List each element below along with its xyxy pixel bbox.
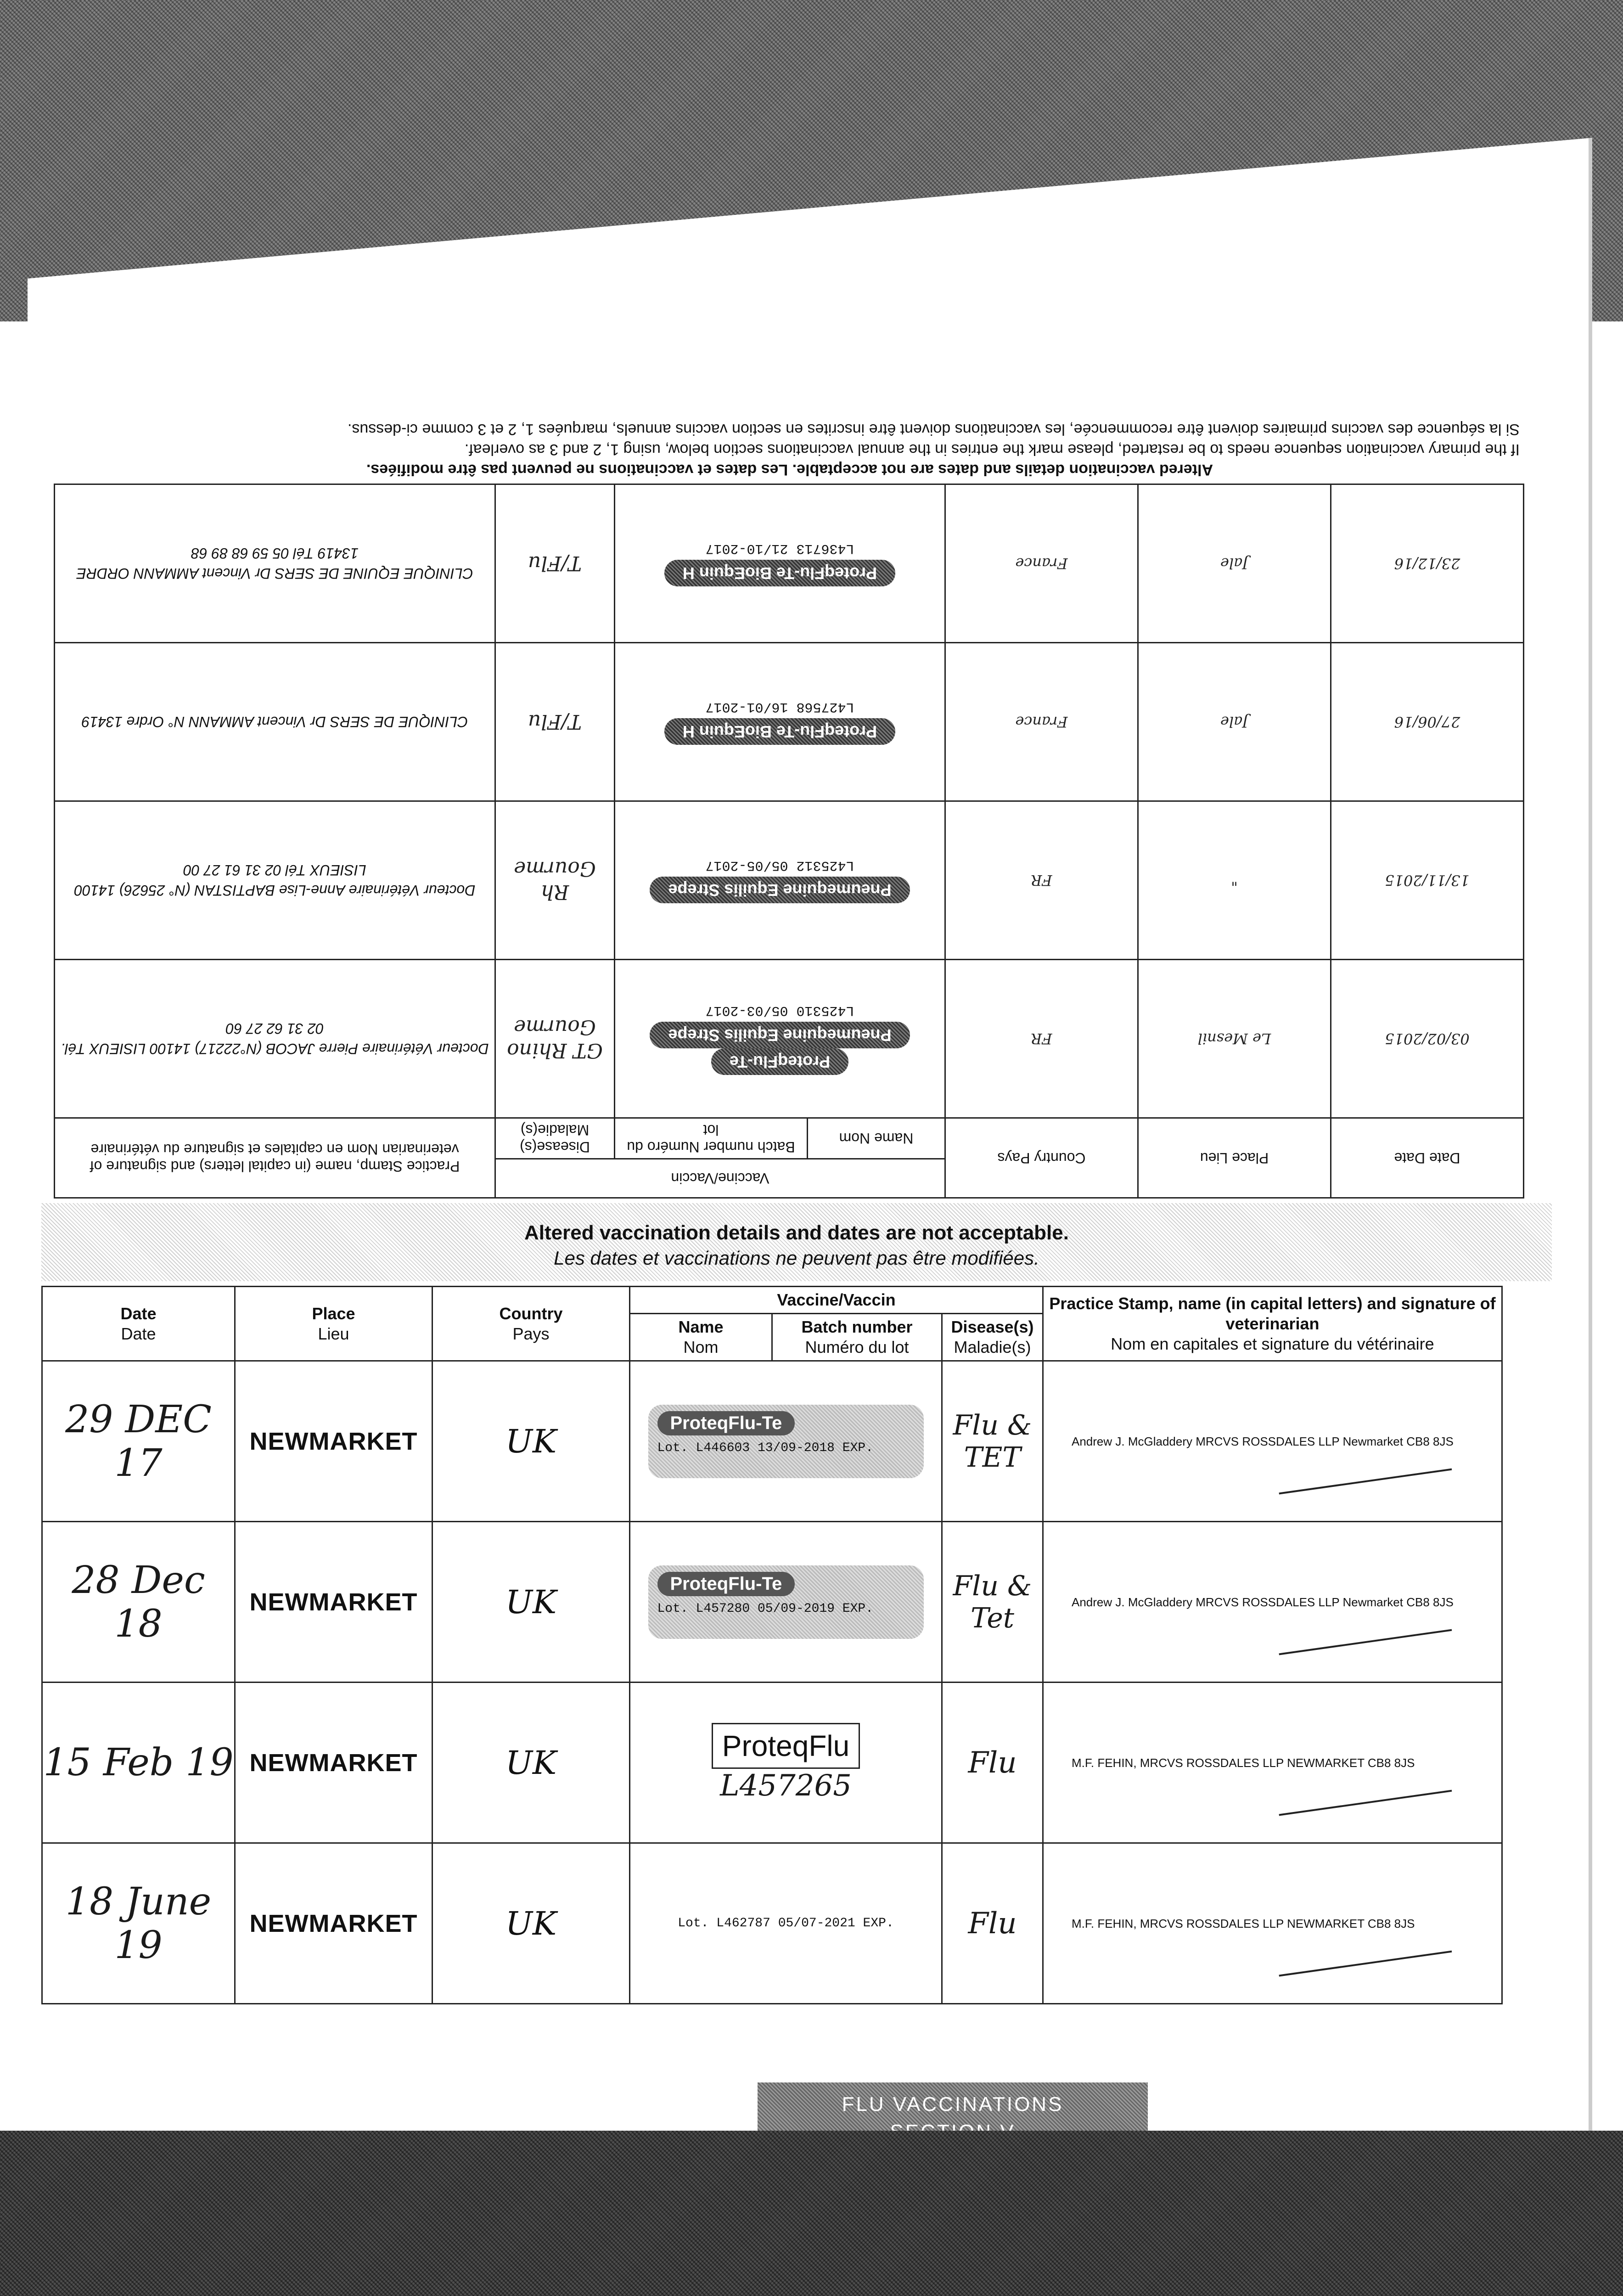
table-row [42,1361,1502,1522]
header-stamp-fr: Nom en capitales et signature du vétérinaire [1111,1334,1434,1353]
cell-disease: Flu [942,1843,1043,2004]
inv-disease: T/Flu [495,484,615,643]
vaccine-lot [657,1441,874,1455]
cell-stamp [1043,1522,1502,1683]
header-disease-fr: Maladie(s) [954,1338,1031,1356]
exp-label: EXP. [863,1916,894,1930]
cell-vaccine-sticker [630,1843,942,2004]
vet-stamp: M.F. FEHIN, MRCVS ROSSDALES LLP NEWMARKET CB8 8JS [1072,1756,1415,1770]
header-date-fr: Date [121,1324,156,1343]
inv-date: 27/06/16 [1331,643,1524,801]
header-date [42,1287,235,1361]
cell-place: NEWMARKET [235,1522,432,1683]
cell-vaccine-sticker [630,1683,942,1843]
vet-signature [1266,1860,1452,1977]
cell-place: NEWMARKET [235,1843,432,2004]
inverted-notice [55,416,1524,484]
header-name [630,1314,772,1361]
inv-vaccine-sticker [615,643,945,801]
inv-vaccine-sticker [615,484,945,643]
vaccine-lot [678,1916,894,1930]
inv-country: FR [945,960,1138,1118]
cell-date: 15 Feb 19 [42,1683,235,1843]
inv-date: 03/02/2015 [1331,960,1524,1118]
cell-disease: Flu & Tet [942,1522,1043,1683]
inv-country: FR [945,801,1138,960]
inv-disease: T/Flu [495,643,615,801]
cell-country: UK [432,1683,630,1843]
cell-stamp [1043,1843,1502,2004]
inv-vaccine-sticker [615,801,945,960]
lot-number: L462787 05/07-2021 [716,1916,855,1930]
cell-date: 28 Dec 18 [42,1522,235,1683]
vet-signature [1266,1378,1452,1495]
vet-signature [1266,1699,1452,1816]
lot-label: Lot. [657,1601,688,1616]
header-date-en: Date [120,1304,157,1323]
vaccine-brand: ProteqFlu-Te [657,1572,795,1596]
inv-vaccine-sticker [615,960,945,1118]
exp-label: EXP. [842,1601,874,1616]
vaccine-sticker [648,1405,924,1478]
inv-place: Jale [1138,643,1331,801]
header-stamp-en: Practice Stamp, name (in capital letters) and signature of veterinarian [1049,1294,1496,1333]
cell-vaccine-sticker [630,1522,942,1683]
inv-header-disease: Disease(s) Maladie(s) [495,1118,615,1159]
inv-header-place: Place Lieu [1138,1118,1331,1198]
inv-place: " [1138,801,1331,960]
inv-place: Jale [1138,484,1331,643]
cell-disease: Flu [942,1683,1043,1843]
cell-vaccine-sticker [630,1361,942,1522]
lot-label: Lot. [657,1441,688,1455]
cell-date: 29 DEC 17 [42,1361,235,1522]
header-place-fr: Lieu [318,1324,349,1343]
header-country-fr: Pays [512,1324,550,1343]
inv-disease: Rh Gourme [495,801,615,960]
inv-sticker-brand: ProteqFlu-Te BioEquin H [664,718,895,745]
vaccine-brand: ProteqFlu-Te [657,1411,795,1435]
cell-stamp [1043,1683,1502,1843]
inv-header-batch: Batch number Numéro du lot [615,1118,808,1159]
vaccine-lot [657,1602,874,1616]
vet-stamp: Andrew J. McGladdery MRCVS ROSSDALES LLP Newmarket CB8 8JS [1072,1595,1454,1609]
inv-header-name: Name Nom [808,1118,945,1159]
header-vaccine-label: Vaccine/Vaccin [777,1290,896,1309]
table-row [42,1522,1502,1683]
inv-lot: L436713 21/10-2017 [705,540,854,556]
inv-date: 13/11/2015 [1331,801,1524,960]
inv-header-country: Country Pays [945,1118,1138,1198]
inv-stamp: CLINIQUE DE SERS Dr Vincent AMMANN N° Ordre 13419 [55,643,495,801]
cell-country: UK [432,1522,630,1683]
cell-country: UK [432,1843,630,2004]
scan-background-bottom [0,2131,1623,2296]
cell-country: UK [432,1361,630,1522]
inverted-french-section [55,386,1524,1199]
cell-stamp [1043,1361,1502,1522]
inv-lot: L427568 16/01-2017 [705,699,854,715]
inv-notice-en: If the primary vaccination sequence needs to be restarted, please mark the entries in the annual vaccinations section below, using 1, 2 and 3 as overleaf. [464,441,1520,458]
header-place [235,1287,432,1361]
table-row [42,1683,1502,1843]
lot-label: Lot. [678,1916,709,1930]
banner-line-fr: Les dates et vaccinations ne peuvent pas être modifiées. [554,1247,1039,1269]
inv-sticker-brand: ProteqFlu-Te BioEquin H [664,560,895,586]
header-stamp [1043,1287,1502,1361]
section-tag-line1: FLU VACCINATIONS [842,2093,1064,2116]
inv-header-stamp: Practice Stamp, name (in capital letters) and signature of veterinarian Nom en capitales et signature du vétérinaire [55,1118,495,1198]
inverted-vaccination-table [54,484,1524,1199]
altered-details-banner [41,1203,1552,1281]
inv-place: Le Mesnil [1138,960,1331,1118]
lot-number: L457280 05/09-2019 [696,1601,835,1616]
inv-sticker-brand: ProteqFlu-Te [711,1048,848,1075]
inv-table-row [55,960,1524,1118]
header-batch-en: Batch number [801,1317,913,1336]
header-country-en: Country [499,1304,563,1323]
inv-stamp: Docteur Vétérinaire Anne-Lise BAPTISTAN (N° 25626) 14100 LISIEUX Tél 02 31 61 27 00 [55,801,495,960]
header-country [432,1287,630,1361]
header-place-en: Place [312,1304,355,1323]
banner-line-en: Altered vaccination details and dates are not acceptable. [524,1221,1069,1244]
inv-lot: L425312 05/05-2017 [705,857,854,873]
header-name-fr: Nom [683,1338,719,1356]
vaccine-sticker [648,1565,924,1639]
inv-stamp: CLINIQUE EQUINE DE SERS Dr Vincent AMMANN ORDRE 13419 Tél 05 59 68 89 68 [55,484,495,643]
header-disease-en: Disease(s) [951,1317,1034,1336]
inv-sticker-brand-2: Pneumequine Equilis Strepe [650,1022,910,1048]
inv-country: France [945,643,1138,801]
exp-label: EXP. [842,1441,874,1455]
vet-signature [1266,1538,1452,1655]
inv-country: France [945,484,1138,643]
inv-lot: L425310 05/03-2017 [705,1002,854,1018]
inv-header-vaccine: Vaccine/Vaccin [495,1159,945,1198]
inv-notice-bold: Altered vaccination details and dates are not acceptable. Les dates et vaccinations ne peuvent pas être modifiées. [366,461,1213,478]
inv-notice-fr: Si la séquence des vaccins primaires doivent être recommencée, les vaccinations doivent être inscrites en section vaccins annuels, marquées 1, 2 et 3 comme ci-dessus. [347,421,1520,438]
inv-table-row [55,643,1524,801]
cell-date: 18 June 19 [42,1843,235,2004]
cell-disease: Flu & TET [942,1361,1043,1522]
vet-stamp: Andrew J. McGladdery MRCVS ROSSDALES LLP Newmarket CB8 8JS [1072,1434,1454,1448]
inv-date: 23/12/16 [1331,484,1524,643]
flu-vaccination-table [41,1286,1503,2004]
header-batch-fr: Numéro du lot [805,1338,909,1356]
lot-number: L457265 [720,1768,852,1803]
inv-table-row [55,801,1524,960]
vaccine-name-handwritten: ProteqFlu [712,1723,860,1769]
lot-number: L446603 13/09-2018 [696,1441,835,1455]
header-batch [772,1314,942,1361]
table-row [42,1843,1502,2004]
inv-table-row [55,484,1524,643]
inv-sticker-brand: Pneumequine Equilis Strepe [650,877,910,903]
cell-place: NEWMARKET [235,1361,432,1522]
header-vaccine [630,1287,1043,1314]
header-disease [942,1314,1043,1361]
header-name-en: Name [678,1317,724,1336]
vet-stamp: M.F. FEHIN, MRCVS ROSSDALES LLP NEWMARKET CB8 8JS [1072,1916,1415,1930]
inv-stamp: Docteur Vétérinaire Pierre JACOB (N°22217) 14100 LISIEUX Tél. 02 31 62 27 60 [55,960,495,1118]
inv-disease: GT Rhino Gourme [495,960,615,1118]
cell-place: NEWMARKET [235,1683,432,1843]
inv-header-date: Date Date [1331,1118,1524,1198]
